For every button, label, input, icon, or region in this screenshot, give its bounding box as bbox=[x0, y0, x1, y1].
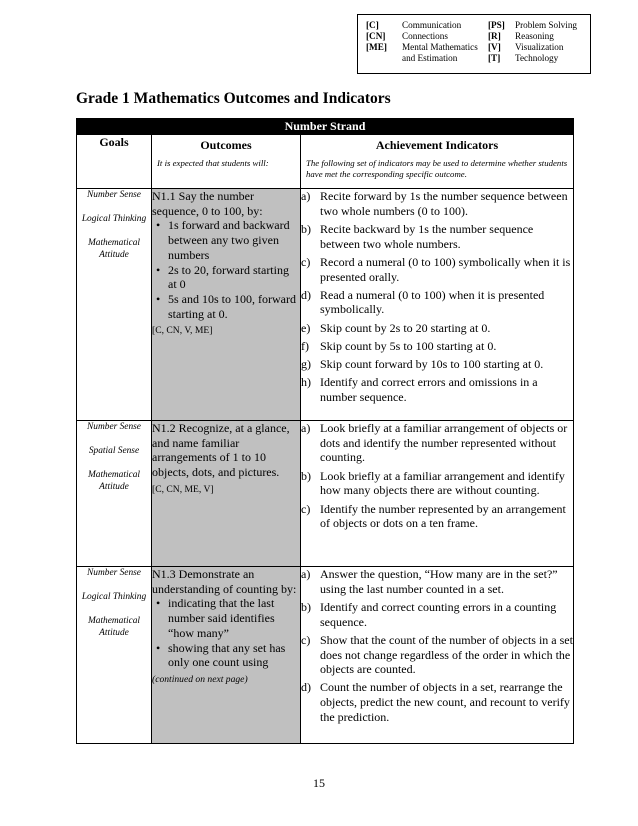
indicator-item bbox=[301, 633, 573, 677]
legend-code: [R] bbox=[488, 31, 501, 41]
outcome-title: N1.2 Recognize, at a glance, and name familiar arrangements of 1 to 10 objects, dots, and pictures. bbox=[152, 421, 290, 480]
indicator-letter: d) bbox=[301, 680, 311, 695]
legend-code: [ME] bbox=[366, 42, 387, 52]
outcome-cell bbox=[152, 189, 301, 421]
indicator-text: Skip count forward by 10s to 100 starting at 0. bbox=[320, 357, 544, 372]
goal-item: Number Sense bbox=[87, 568, 141, 578]
legend-label: Visualization bbox=[515, 42, 564, 52]
legend-code: [C] bbox=[366, 20, 379, 30]
indicator-letter: f) bbox=[301, 338, 309, 353]
table-row bbox=[77, 189, 574, 421]
achievement-header-desc: The following set of indicators may be used to determine whether students have met the corresponding specific outcome. bbox=[306, 158, 568, 179]
indicator-item bbox=[301, 255, 573, 284]
indicators-cell bbox=[301, 421, 574, 567]
outcomes-table bbox=[76, 118, 574, 744]
page-title: Grade 1 Mathematics Outcomes and Indicators bbox=[76, 90, 391, 107]
indicator-text: Identify and correct counting errors in a counting sequence. bbox=[320, 599, 557, 629]
legend-row bbox=[366, 42, 588, 53]
indicator-letter: b) bbox=[301, 221, 311, 236]
indicator-letter: h) bbox=[301, 375, 311, 390]
legend-row bbox=[366, 31, 588, 42]
indicator-item bbox=[301, 357, 573, 372]
indicator-text: Count the number of objects in a set, rearrange the objects, predict the new count, and recount to verify the prediction. bbox=[320, 680, 570, 724]
indicator-item bbox=[301, 288, 573, 317]
indicator-text: Skip count by 2s to 20 starting at 0. bbox=[320, 320, 491, 335]
indicator-letter: e) bbox=[301, 320, 311, 335]
achievement-header bbox=[301, 135, 574, 189]
outcomes-header-desc: It is expected that students will: bbox=[157, 158, 269, 168]
legend-row bbox=[366, 53, 588, 64]
continued-note: (continued on next page) bbox=[152, 673, 248, 685]
outcome-bullet: • 1s forward and backward between any two given numbers bbox=[152, 218, 300, 262]
achievement-header-title: Achievement Indicators bbox=[375, 138, 499, 152]
goals-header: Goals bbox=[77, 135, 152, 189]
table-row bbox=[77, 421, 574, 567]
outcome-bullet: • showing that any set has only one count using bbox=[152, 641, 300, 670]
legend-row bbox=[366, 20, 588, 31]
goal-item: Mathematical Attitude bbox=[87, 470, 141, 492]
legend-code: [T] bbox=[488, 53, 501, 63]
goals-cell bbox=[77, 189, 152, 421]
legend-label: Reasoning bbox=[515, 31, 554, 41]
indicator-letter: a) bbox=[301, 421, 311, 435]
table-row bbox=[77, 567, 574, 744]
legend-code: [V] bbox=[488, 42, 501, 52]
indicator-letter: d) bbox=[301, 287, 311, 302]
indicator-text: Identify and correct errors and omissions in a number sequence. bbox=[320, 375, 538, 404]
indicator-text: Show that the count of the number of objects in a set does not change regardless of the order in which the objects are counted. bbox=[320, 632, 573, 677]
legend-label: and Estimation bbox=[402, 53, 458, 63]
indicator-text: Record a numeral (0 to 100) symbolically when it is presented orally. bbox=[320, 254, 571, 284]
outcomes-header-title: Outcomes bbox=[200, 138, 252, 152]
indicator-item bbox=[301, 600, 573, 629]
indicator-item bbox=[301, 375, 573, 404]
indicator-list bbox=[301, 189, 573, 405]
indicator-letter: a) bbox=[301, 189, 311, 203]
goal-item: Logical Thinking bbox=[81, 214, 147, 224]
outcome-cell bbox=[152, 567, 301, 744]
indicator-letter: c) bbox=[301, 632, 311, 647]
indicator-list bbox=[301, 567, 573, 725]
outcome-codes: [C, CN, ME, V] bbox=[152, 483, 214, 495]
legend-code: [CN] bbox=[366, 31, 386, 41]
outcome-cell bbox=[152, 421, 301, 567]
goal-item: Logical Thinking bbox=[81, 592, 147, 602]
indicator-text: Recite backward by 1s the number sequence between two whole numbers. bbox=[320, 221, 534, 251]
indicators-cell bbox=[301, 567, 574, 744]
outcome-bullets bbox=[152, 218, 300, 321]
legend-label: Problem Solving bbox=[515, 20, 578, 30]
indicator-letter: g) bbox=[301, 357, 311, 372]
outcome-title: N1.3 Demonstrate an understanding of counting by: bbox=[152, 567, 297, 596]
indicator-letter: a) bbox=[301, 567, 311, 581]
indicator-item bbox=[301, 680, 573, 724]
legend-code: [PS] bbox=[488, 20, 505, 30]
strand-header: Number Strand bbox=[77, 119, 574, 135]
indicators-cell bbox=[301, 189, 574, 421]
indicator-letter: b) bbox=[301, 599, 311, 614]
goal-item: Number Sense bbox=[87, 422, 141, 432]
outcome-bullet: • 5s and 10s to 100, forward starting at 0. bbox=[152, 292, 300, 321]
indicator-item bbox=[301, 567, 573, 596]
indicator-text: Answer the question, “How many are in the set?” using the last number counted in a set. bbox=[320, 567, 558, 596]
outcome-codes: [C, CN, V, ME] bbox=[152, 325, 213, 337]
indicator-letter: c) bbox=[301, 254, 311, 269]
indicator-item bbox=[301, 421, 573, 465]
indicator-letter: b) bbox=[301, 468, 311, 483]
outcome-bullets bbox=[152, 596, 300, 670]
indicator-list bbox=[301, 421, 573, 531]
goals-cell bbox=[77, 421, 152, 567]
goal-item: Mathematical Attitude bbox=[87, 616, 141, 638]
outcomes-header bbox=[152, 135, 301, 189]
outcome-bullet: • indicating that the last number said identifies “how many” bbox=[152, 596, 300, 640]
indicator-text: Identify the number represented by an arrangement of objects or dots on a ten frame. bbox=[320, 501, 566, 531]
indicator-letter: c) bbox=[301, 501, 311, 516]
outcome-title: N1.1 Say the number sequence, 0 to 100, by: bbox=[152, 189, 263, 218]
outcome-bullet: • 2s to 20, forward starting at 0 bbox=[152, 263, 300, 292]
column-header-row bbox=[77, 135, 574, 189]
goal-item: Mathematical Attitude bbox=[87, 238, 141, 260]
indicator-item bbox=[301, 189, 573, 218]
indicator-text: Recite forward by 1s the number sequence between two whole numbers (0 to 100). bbox=[320, 189, 568, 218]
legend-box bbox=[357, 14, 591, 74]
legend-label: Communication bbox=[402, 20, 462, 30]
indicator-item bbox=[301, 222, 573, 251]
indicator-text: Skip count by 5s to 100 starting at 0. bbox=[320, 338, 497, 353]
legend-label: Connections bbox=[402, 31, 448, 41]
indicator-item bbox=[301, 502, 573, 531]
indicator-text: Look briefly at a familiar arrangement of objects or dots and identify the number represented without counting. bbox=[320, 421, 568, 465]
indicator-text: Look briefly at a familiar arrangement and identify how many objects there are without counting. bbox=[320, 468, 565, 498]
legend-label: Mental Mathematics bbox=[402, 42, 478, 52]
goals-cell bbox=[77, 567, 152, 744]
legend-label: Technology bbox=[515, 53, 559, 63]
page-number: 15 bbox=[313, 776, 325, 790]
goal-item: Number Sense bbox=[87, 190, 141, 200]
indicator-item bbox=[301, 339, 573, 354]
indicator-text: Read a numeral (0 to 100) when it is presented symbolically. bbox=[320, 287, 545, 317]
indicator-item bbox=[301, 321, 573, 336]
indicator-item bbox=[301, 469, 573, 498]
goal-item: Spatial Sense bbox=[88, 446, 140, 456]
